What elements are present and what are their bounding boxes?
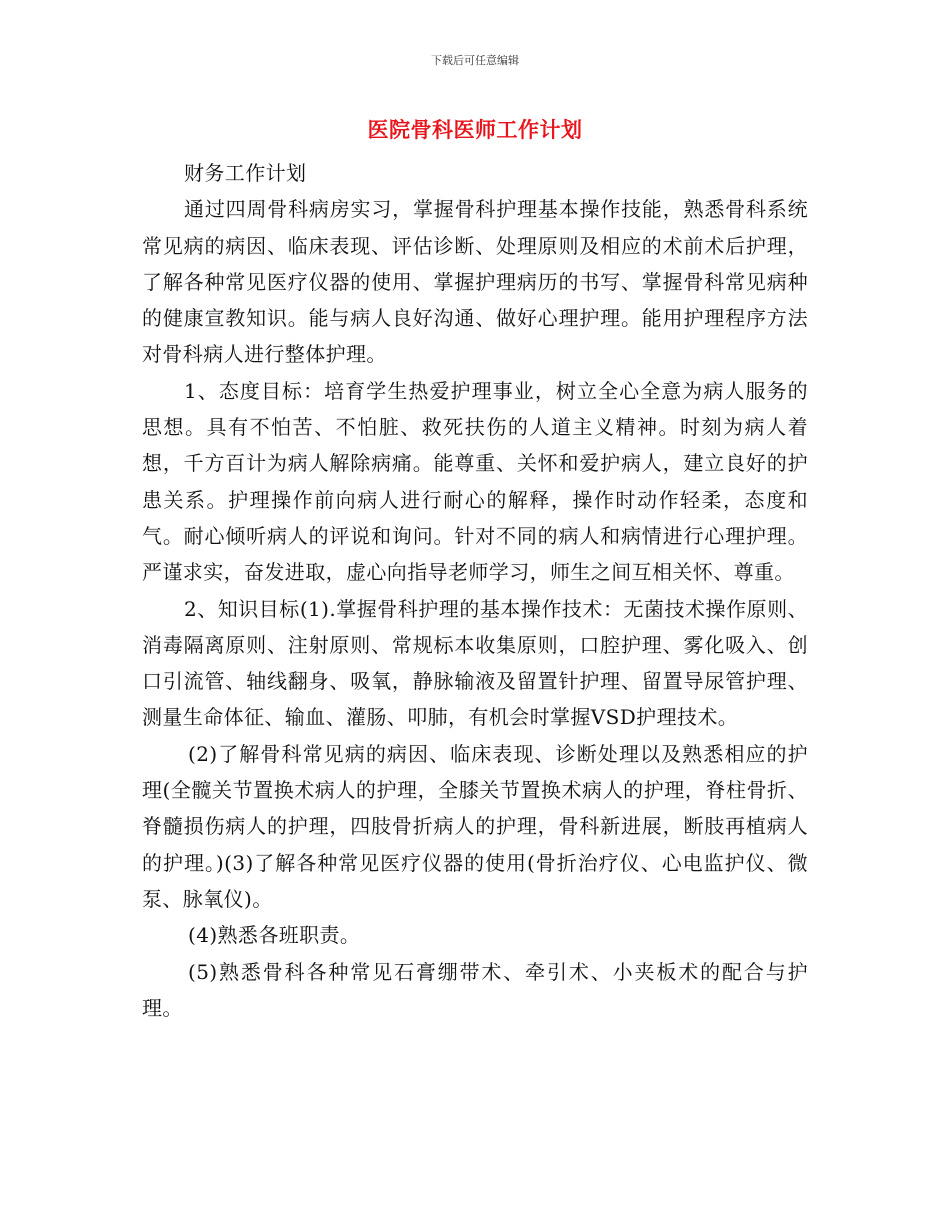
paragraph-shift-duties: (4)熟悉各班职责。 <box>188 923 361 948</box>
paragraph-common-diseases: (2)了解骨科常见病的病因、临床表现、诊断处理以及熟悉相应的护理(全髋关节置换术病人的护理，全膝关节置换术病人的护理，脊柱骨折、脊髓损伤病人的护理，四肢骨折病人的护理，骨科新进展，断肢再植病人的护理。)(3)了解各种常见医疗仪器的使用(骨折治疗仪、心电监护仪、微泵、脉氧仪)。 <box>142 741 808 911</box>
paragraph-attitude-goal: 1、态度目标：培育学生热爱护理事业，树立全心全意为病人服务的思想。具有不怕苦、不怕脏、救死扶伤的人道主义精神。时刻为病人着想，千方百计为病人解除病痛。能尊重、关怀和爱护病人，建立良好的护患关系。护理操作前向病人进行耐心的解释，操作时动作轻柔，态度和气。耐心倾听病人的评说和询问。针对不同的病人和病情进行心理护理。严谨求实，奋发进取，虚心向指导老师学习，师生之间互相关怀、尊重。 <box>142 378 808 585</box>
paragraph-intro: 通过四周骨科病房实习，掌握骨科护理基本操作技能，熟悉骨科系统常见病的病因、临床表现、评估诊断、处理原则及相应的术前术后护理，了解各种常见医疗仪器的使用、掌握护理病历的书写、掌握骨科常见病种的健康宣教知识。能与病人良好沟通、做好心理护理。能用护理程序方法对骨科病人进行整体护理。 <box>142 197 808 367</box>
document-body <box>142 155 808 1026</box>
header-note: 下载后可任意编辑 <box>431 54 519 67</box>
paragraph-knowledge-goal: 2、知识目标(1).掌握骨科护理的基本操作技术：无菌技术操作原则、消毒隔离原则、注射原则、常规标本收集原则，口腔护理、雾化吸入、创口引流管、轴线翻身、吸氧，静脉输液及留置针护理、留置导尿管护理、测量生命体征、输血、灌肠、叩肺，有机会时掌握VSD护理技术。 <box>142 596 808 730</box>
paragraph-subtitle: 财务工作计划 <box>184 161 307 185</box>
document-title: 医院骨科医师工作计划 <box>367 118 583 142</box>
paragraph-cast-traction: (5)熟悉骨科各种常见石膏绷带术、牵引术、小夹板术的配合与护理。 <box>142 959 808 1020</box>
